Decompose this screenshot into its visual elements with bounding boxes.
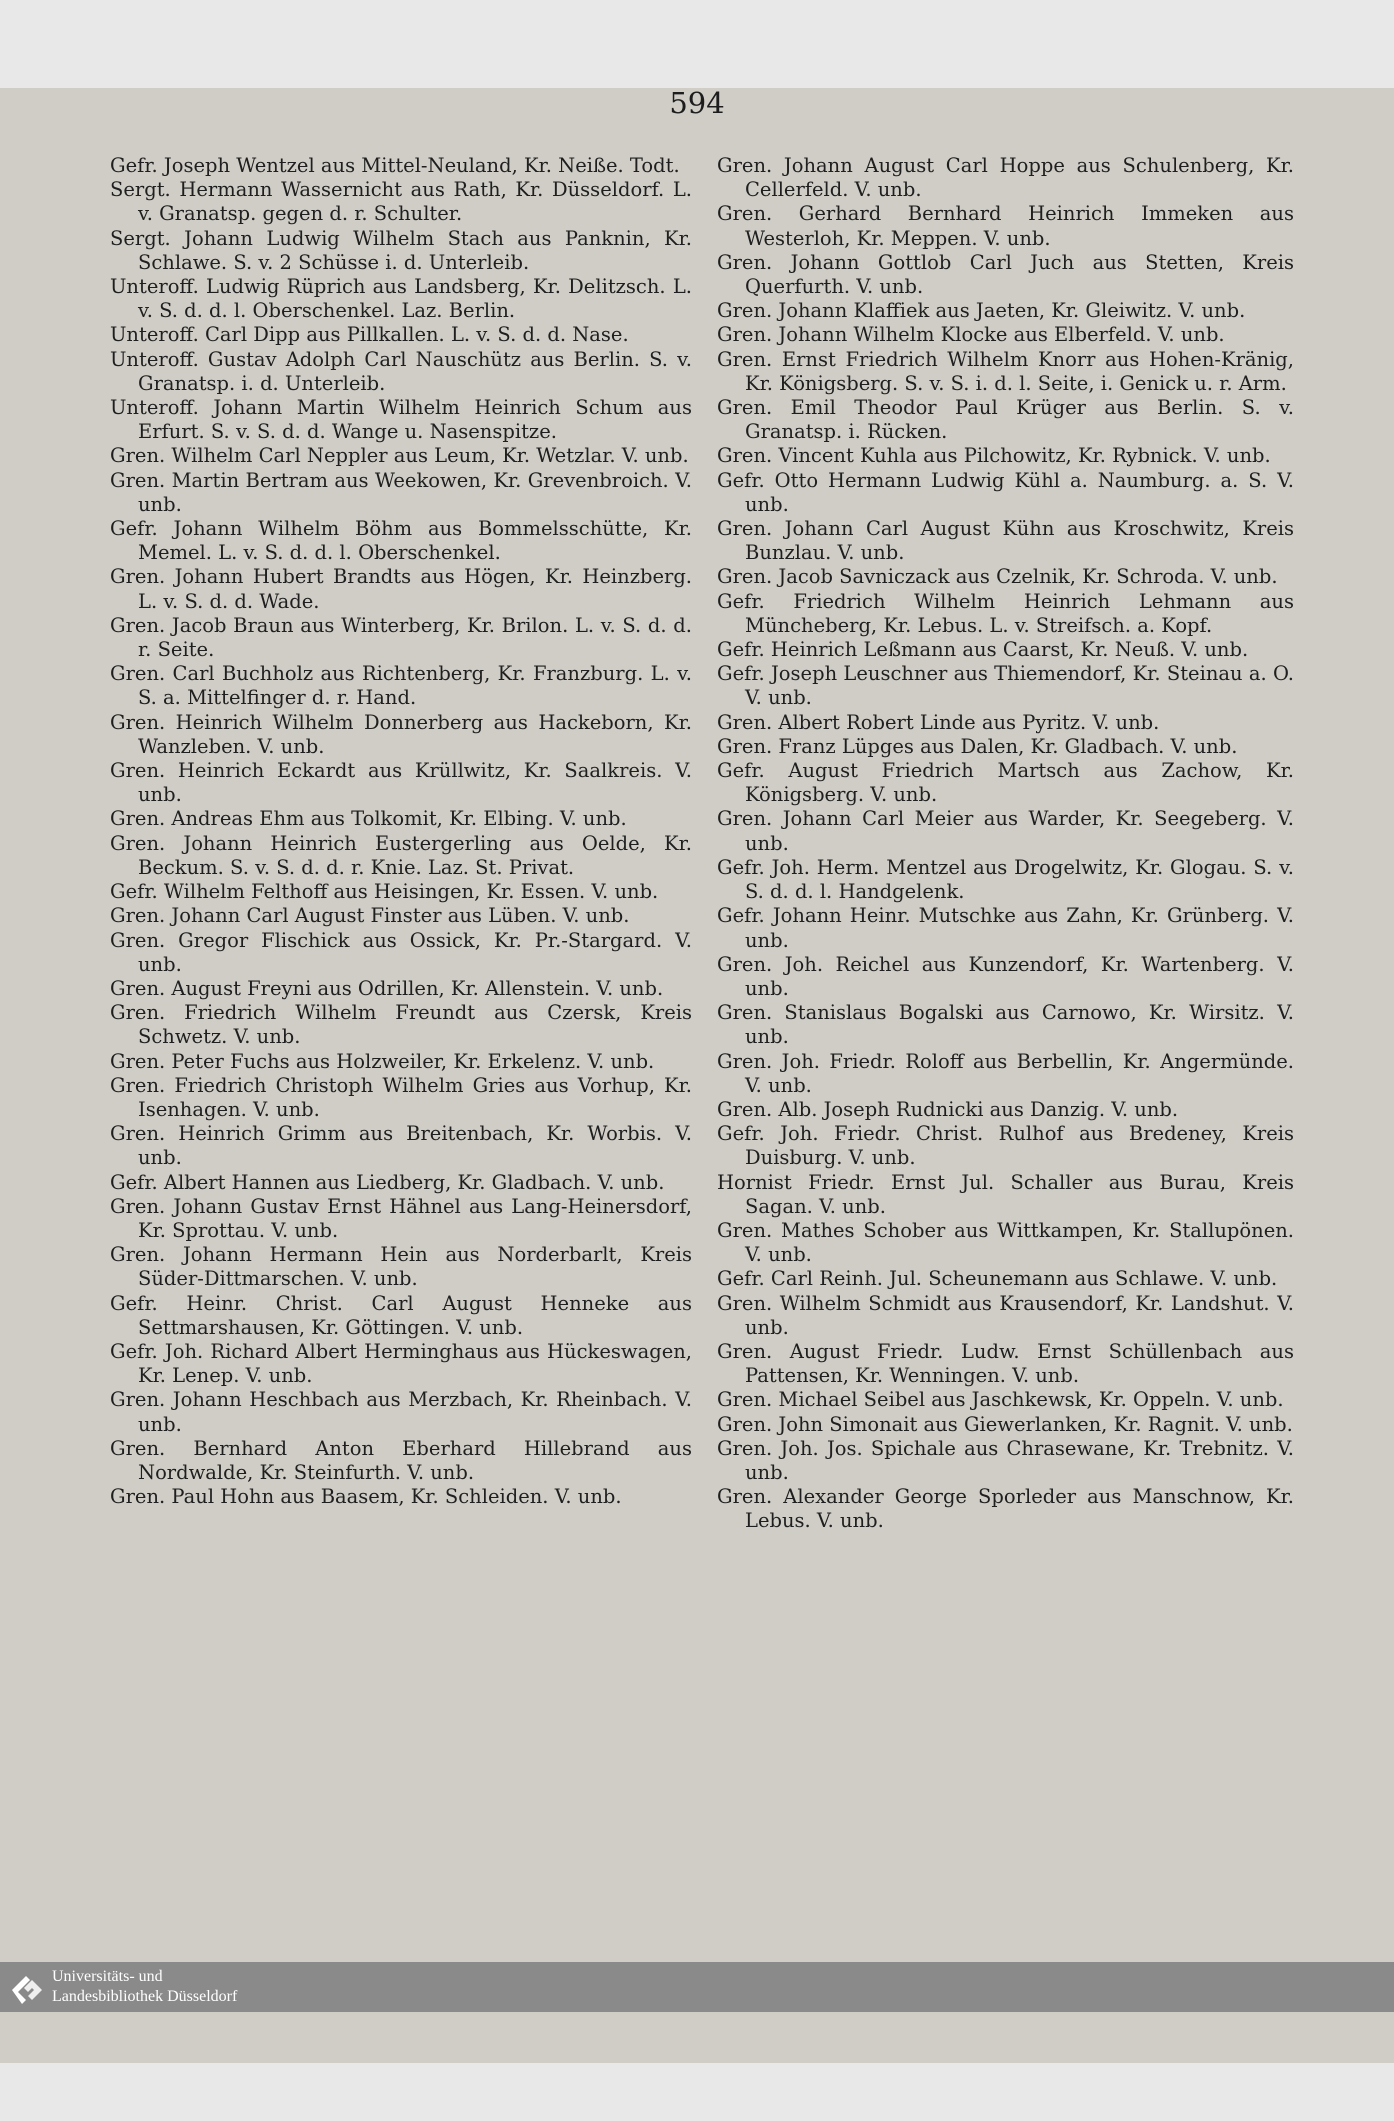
casualty-entry: Gren. Gerhard Bernhard Heinrich Immeken aus Westerloh, Kr. Meppen. V. unb.: [717, 202, 1294, 250]
casualty-entry: Gefr. Johann Wilhelm Böhm aus Bommelsschütte, Kr. Memel. L. v. S. d. d. l. Oberschenkel.: [110, 517, 692, 565]
casualty-entry: Gren. Stanislaus Bogalski aus Carnowo, Kr. Wirsitz. V. unb.: [717, 1001, 1294, 1049]
casualty-entry: Gren. Martin Bertram aus Weekowen, Kr. Grevenbroich. V. unb.: [110, 468, 692, 516]
casualty-entry: Gren. Bernhard Anton Eberhard Hillebrand aus Nordwalde, Kr. Steinfurth. V. unb.: [110, 1436, 692, 1484]
casualty-entry: Gren. Mathes Schober aus Wittkampen, Kr. Stallupönen. V. unb.: [717, 1218, 1294, 1267]
casualty-entry: Gefr. Carl Reinh. Jul. Scheunemann aus Schlawe. V. unb.: [717, 1267, 1278, 1291]
casualty-entry: Gefr. Joh. Friedr. Christ. Rulhof aus Bredeney, Kreis Duisburg. V. unb.: [717, 1122, 1294, 1170]
casualty-entry: Gren. Michael Seibel aus Jaschkewsk, Kr. Oppeln. V. unb.: [717, 1388, 1284, 1412]
casualty-entry: Gefr. Johann Heinr. Mutschke aus Zahn, Kr. Grünberg. V. unb.: [717, 904, 1294, 952]
casualty-entry: Sergt. Johann Ludwig Wilhelm Stach aus Panknin, Kr. Schlawe. S. v. 2 Schüsse i. d. Unterleib.: [110, 226, 692, 274]
casualty-entry: Gren. Johann August Carl Hoppe aus Schulenberg, Kr. Cellerfeld. V. unb.: [717, 154, 1294, 202]
casualty-entry: Gren. Johann Wilhelm Klocke aus Elberfeld. V. unb.: [717, 323, 1225, 347]
casualty-entry: Gren. Johann Heschbach aus Merzbach, Kr. Rheinbach. V. unb.: [110, 1388, 692, 1436]
casualty-entry: Gren. Vincent Kuhla aus Pilchowitz, Kr. Rybnick. V. unb.: [717, 444, 1271, 468]
casualty-entry: Gefr. Wilhelm Felthoff aus Heisingen, Kr. Essen. V. unb.: [110, 880, 659, 904]
casualty-entry: Gren. Johann Gottlob Carl Juch aus Stetten, Kreis Querfurth. V. unb.: [717, 250, 1294, 299]
casualty-entry: Gren. Carl Buchholz aus Richtenberg, Kr. Franzburg. L. v. S. a. Mittelfinger d. r. Hand.: [110, 662, 692, 710]
casualty-entry: Gren. Jacob Savniczack aus Czelnik, Kr. Schroda. V. unb.: [717, 565, 1278, 589]
casualty-entry: Unteroff. Gustav Adolph Carl Nauschütz aus Berlin. S. v. Granatsp. i. d. Unterleib.: [110, 347, 692, 395]
casualty-entry: Gefr. Joh. Herm. Mentzel aus Drogelwitz, Kr. Glogau. S. v. S. d. d. l. Handgelenk.: [717, 855, 1294, 904]
left-column: [110, 154, 692, 1509]
casualty-entry: Gren. Johann Carl August Kühn aus Kroschwitz, Kreis Bunzlau. V. unb.: [717, 517, 1294, 565]
casualty-entry: Gren. Wilhelm Schmidt aus Krausendorf, Kr. Landshut. V. unb.: [717, 1291, 1294, 1339]
casualty-entry: Gren. Jacob Braun aus Winterberg, Kr. Brilon. L. v. S. d. d. r. Seite.: [110, 613, 692, 662]
right-column: [717, 154, 1294, 1534]
library-name: [52, 1967, 237, 2007]
casualty-entry: Unteroff. Ludwig Rüprich aus Landsberg, Kr. Delitzsch. L. v. S. d. d. l. Oberschenkel. Laz. Berlin.: [110, 275, 692, 323]
casualty-entry: Gren. Albert Robert Linde aus Pyritz. V. unb.: [717, 710, 1160, 734]
casualty-entry: Gefr. Friedrich Wilhelm Heinrich Lehmann aus Müncheberg, Kr. Lebus. L. v. Streifsch. a. Kopf.: [717, 589, 1294, 637]
casualty-entry: Gren. Heinrich Eckardt aus Krüllwitz, Kr. Saalkreis. V. unb.: [110, 759, 692, 807]
casualty-entry: Gren. Johann Heinrich Eustergerling aus Oelde, Kr. Beckum. S. v. S. d. d. r. Knie. Laz. St. Privat.: [110, 831, 692, 879]
casualty-entry: Gefr. Heinr. Christ. Carl August Henneke aus Settmarshausen, Kr. Göttingen. V. unb.: [110, 1291, 692, 1339]
casualty-entry: Gren. Peter Fuchs aus Holzweiler, Kr. Erkelenz. V. unb.: [110, 1049, 655, 1073]
casualty-entry: Gren. Paul Hohn aus Baasem, Kr. Schleiden. V. unb.: [110, 1485, 622, 1509]
casualty-entry: Gren. Johann Carl August Finster aus Lüben. V. unb.: [110, 904, 630, 928]
library-footer-bar: [0, 1962, 1394, 2012]
library-name-line1: Universitäts- und: [52, 1968, 163, 1985]
casualty-entry: Gefr. August Friedrich Martsch aus Zachow, Kr. Königsberg. V. unb.: [717, 759, 1294, 807]
casualty-entry: Gren. Heinrich Grimm aus Breitenbach, Kr. Worbis. V. unb.: [110, 1122, 692, 1170]
page-number: 594: [669, 86, 725, 120]
university-library-logo-icon: [8, 1970, 46, 2008]
casualty-entry: Gren. Wilhelm Carl Neppler aus Leum, Kr. Wetzlar. V. unb.: [110, 444, 689, 468]
casualty-entry: Gren. Alb. Joseph Rudnicki aus Danzig. V. unb.: [717, 1097, 1179, 1121]
library-name-line2: Landesbibliothek Düsseldorf: [52, 1988, 238, 2005]
casualty-entry: Gefr. Otto Hermann Ludwig Kühl a. Naumburg. a. S. V. unb.: [717, 468, 1294, 516]
casualty-entry: Gren. Johann Hubert Brandts aus Högen, Kr. Heinzberg. L. v. S. d. d. Wade.: [110, 565, 692, 613]
casualty-entry: Gren. Heinrich Wilhelm Donnerberg aus Hackeborn, Kr. Wanzleben. V. unb.: [110, 710, 692, 758]
casualty-entry: Gren. Johann Klaffiek aus Jaeten, Kr. Gleiwitz. V. unb.: [717, 299, 1246, 323]
casualty-entry: Gren. Franz Lüpges aus Dalen, Kr. Gladbach. V. unb.: [717, 734, 1238, 758]
casualty-entry: Gren. Joh. Friedr. Roloff aus Berbellin, Kr. Angermünde. V. unb.: [717, 1049, 1294, 1097]
casualty-entry: Gefr. Joseph Wentzel aus Mittel-Neuland, Kr. Neiße. Todt.: [110, 154, 680, 177]
casualty-entry: Gren. August Friedr. Ludw. Ernst Schüllenbach aus Pattensen, Kr. Wenningen. V. unb.: [717, 1339, 1294, 1388]
casualty-entry: Gren. Alexander George Sporleder aus Manschnow, Kr. Lebus. V. unb.: [717, 1485, 1294, 1533]
casualty-entry: Hornist Friedr. Ernst Jul. Schaller aus Burau, Kreis Sagan. V. unb.: [717, 1170, 1294, 1218]
casualty-entry: Gren. Johann Carl Meier aus Warder, Kr. Seegeberg. V. unb.: [717, 807, 1294, 855]
casualty-entry: Unteroff. Carl Dipp aus Pillkallen. L. v. S. d. d. Nase.: [110, 323, 629, 347]
casualty-entry: Gren. Johann Gustav Ernst Hähnel aus Lang-Heinersdorf, Kr. Sprottau. V. unb.: [110, 1194, 692, 1242]
casualty-entry: Gefr. Heinrich Leßmann aus Caarst, Kr. Neuß. V. unb.: [717, 638, 1249, 662]
casualty-entry: Unteroff. Johann Martin Wilhelm Heinrich Schum aus Erfurt. S. v. S. d. d. Wange u. Nasenspitze.: [110, 396, 692, 444]
casualty-entry: Gren. Emil Theodor Paul Krüger aus Berlin. S. v. Granatsp. i. Rücken.: [717, 396, 1294, 444]
casualty-entry: Gren. John Simonait aus Giewerlanken, Kr. Ragnit. V. unb.: [717, 1412, 1293, 1436]
casualty-entry: Sergt. Hermann Wassernicht aus Rath, Kr. Düsseldorf. L. v. Granatsp. gegen d. r. Schulter.: [110, 178, 692, 226]
casualty-entry: Gefr. Joh. Richard Albert Herminghaus aus Hückeswagen, Kr. Lenep. V. unb.: [110, 1339, 692, 1388]
casualty-entry: Gren. Gregor Flischick aus Ossick, Kr. Pr.-Stargard. V. unb.: [110, 928, 692, 976]
casualty-entry: Gren. Ernst Friedrich Wilhelm Knorr aus Hohen-Kränig, Kr. Königsberg. S. v. S. i. d. l. Seite, i. Genick u. r. Arm.: [717, 347, 1294, 395]
casualty-entry: Gefr. Joseph Leuschner aus Thiemendorf, Kr. Steinau a. O. V. unb.: [717, 662, 1294, 710]
casualty-entry: Gren. Johann Hermann Hein aus Norderbarlt, Kreis Süder-Dittmarschen. V. unb.: [110, 1243, 692, 1291]
casualty-entry: Gren. Friedrich Christoph Wilhelm Gries aus Vorhup, Kr. Isenhagen. V. unb.: [110, 1073, 692, 1121]
casualty-entry: Gren. Friedrich Wilhelm Freundt aus Czersk, Kreis Schwetz. V. unb.: [110, 1001, 692, 1049]
casualty-entry: Gren. Andreas Ehm aus Tolkomit, Kr. Elbing. V. unb.: [110, 807, 627, 831]
casualty-entry: Gefr. Albert Hannen aus Liedberg, Kr. Gladbach. V. unb.: [110, 1170, 665, 1194]
casualty-entry: Gren. August Freyni aus Odrillen, Kr. Allenstein. V. unb.: [110, 976, 664, 1000]
casualty-entry: Gren. Joh. Jos. Spichale aus Chrasewane, Kr. Trebnitz. V. unb.: [717, 1436, 1294, 1484]
casualty-entry: Gren. Joh. Reichel aus Kunzendorf, Kr. Wartenberg. V. unb.: [717, 952, 1294, 1000]
